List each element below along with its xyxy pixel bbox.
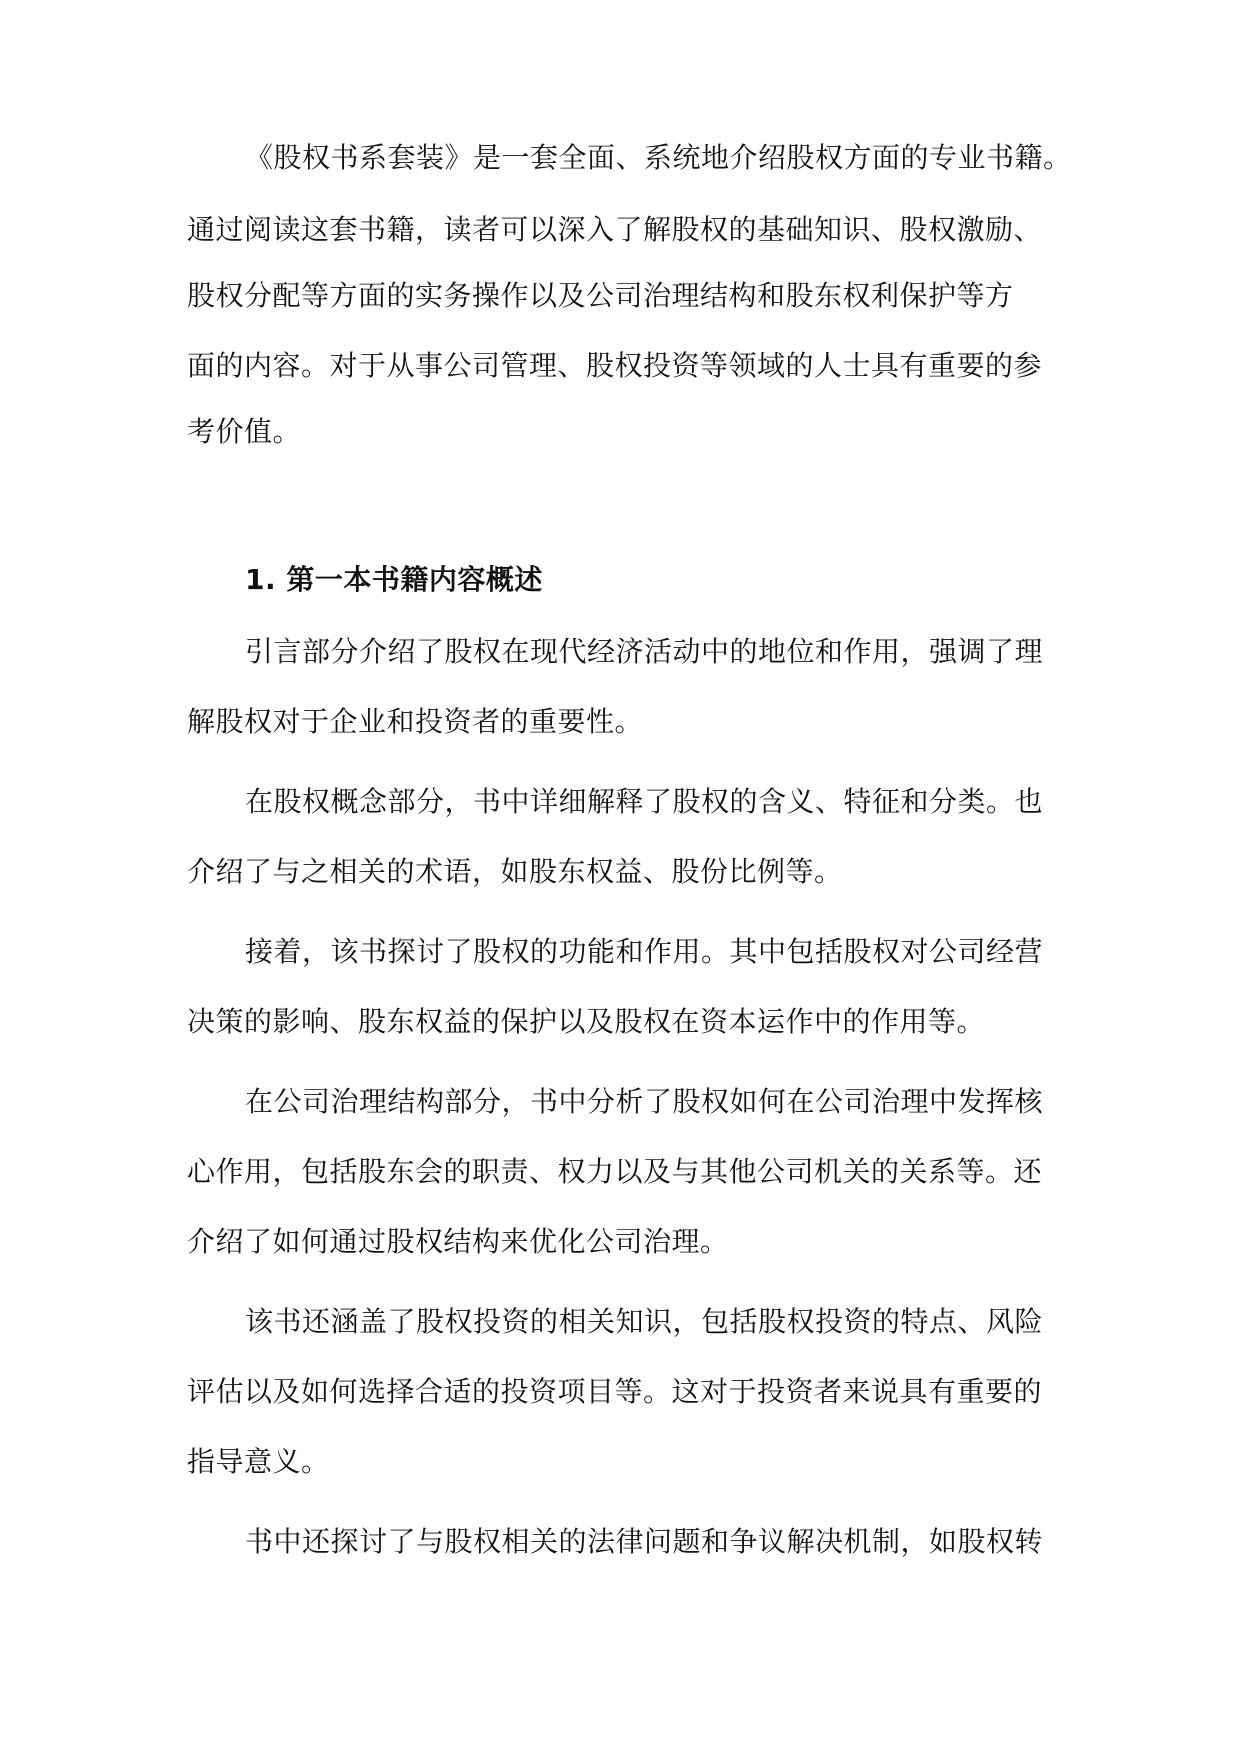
section-line-6: 决策的影响、股东权益的保护以及股权在资本运作中的作用等。 <box>187 1005 986 1038</box>
section-line-9: 介绍了如何通过股权结构来优化公司治理。 <box>187 1225 729 1258</box>
section-line-1: 引言部分介绍了股权在现代经济活动中的地位和作用，强调了理 <box>245 635 1044 668</box>
intro-line-3: 股权分配等方面的实务操作以及公司治理结构和股东权利保护等方 <box>187 279 1014 312</box>
section-line-7: 在公司治理结构部分，书中分析了股权如何在公司治理中发挥核 <box>245 1085 1044 1118</box>
section-line-5: 接着，该书探讨了股权的功能和作用。其中包括股权对公司经营 <box>245 935 1044 968</box>
intro-line-2: 通过阅读这套书籍，读者可以深入了解股权的基础知识、股权激励、 <box>187 213 1043 246</box>
section-line-13: 书中还探讨了与股权相关的法律问题和争议解决机制，如股权转 <box>245 1525 1044 1558</box>
intro-line-1: 《股权书系套装》是一套全面、系统地介绍股权方面的专业书籍。 <box>245 141 1072 174</box>
section-line-2: 解股权对于企业和投资者的重要性。 <box>187 705 644 738</box>
intro-line-4: 面的内容。对于从事公司管理、股权投资等领域的人士具有重要的参 <box>187 349 1043 382</box>
section-line-4: 介绍了与之相关的术语，如股东权益、股份比例等。 <box>187 855 843 888</box>
section-line-11: 评估以及如何选择合适的投资项目等。这对于投资者来说具有重要的 <box>187 1375 1043 1408</box>
intro-line-5: 考价值。 <box>187 415 302 448</box>
section-line-12: 指导意义。 <box>187 1445 330 1478</box>
section-line-10: 该书还涵盖了股权投资的相关知识，包括股权投资的特点、风险 <box>245 1305 1044 1338</box>
section-line-3: 在股权概念部分，书中详细解释了股权的含义、特征和分类。也 <box>245 785 1044 818</box>
section-heading: 1. 第一本书籍内容概述 <box>245 563 543 596</box>
section-line-8: 心作用，包括股东会的职责、权力以及与其他公司机关的关系等。还 <box>187 1155 1043 1188</box>
